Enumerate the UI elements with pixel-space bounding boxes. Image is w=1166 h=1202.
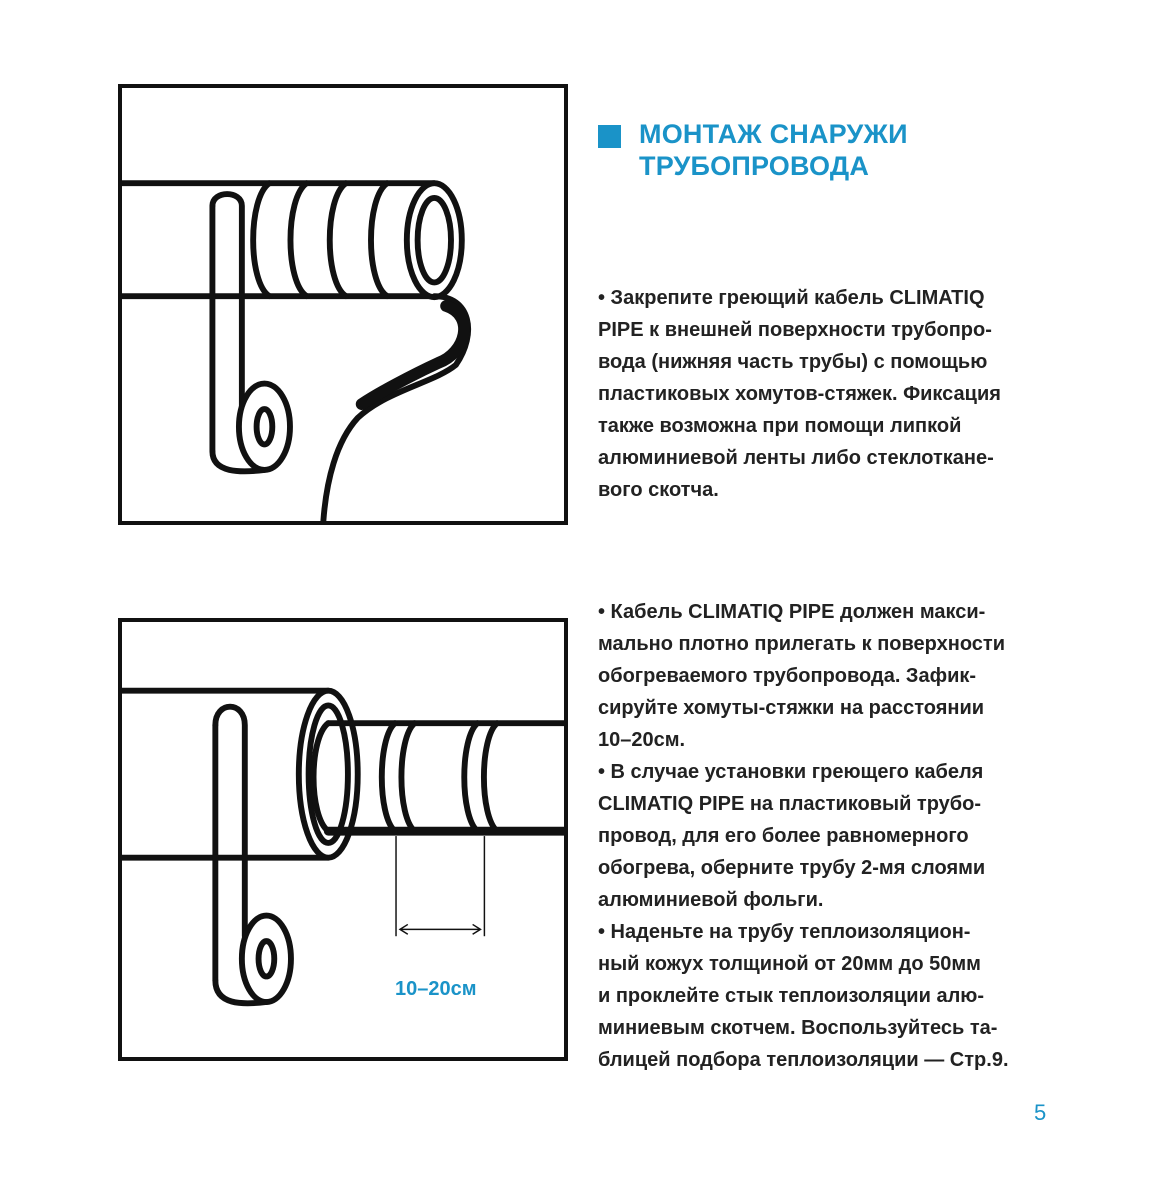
heating-cable [323,296,468,521]
text-line: миниевым скотчем. Воспользуйтесь та- [598,1017,998,1039]
text-line: провод, для его более равномерного [598,825,969,847]
text-line: и проклейте стык теплоизоляции алю- [598,985,985,1007]
text-line: сируйте хомуты-стяжки на расстоянии [598,697,985,719]
text-line: • Кабель CLIMATIQ PIPE должен макси- [598,601,986,623]
text-line: ный кожух толщиной от 20мм до 50мм [598,953,981,975]
pipe-illustration-bottom-svg [122,622,564,1057]
text-line: блицей подбора теплоизоляции — Стр.9. [598,1049,1009,1071]
tie-spacing-label: 10–20см [395,978,477,1000]
tie-strap [215,707,244,937]
bottom-paragraph [598,596,1068,1076]
text-line: обогреваемого трубопровода. Зафик- [598,665,977,687]
bottom-instructions [598,596,1068,1076]
text-line: PIPE к внешней поверхности трубопро- [598,319,992,341]
title-line: ТРУБОПРОВОДА [639,151,870,181]
tape-band-line [290,183,306,296]
pipe-cable-underside-illustration [118,84,568,525]
page-title [639,118,908,182]
text-line: также возможна при помощи липкой [598,415,962,437]
tie-loop-outer [239,384,290,470]
tie-band [484,723,497,831]
heading-square-icon [598,125,621,148]
tie-band [382,723,395,831]
text-line: алюминиевой ленты либо стеклоткане- [598,447,994,469]
tie-strap [212,194,241,412]
text-line: • Наденьте на трубу теплоизоляцион- [598,921,971,943]
text-line: вого скотча. [598,479,719,501]
text-line: • Закрепите греющий кабель CLIMATIQ [598,287,985,309]
page-number: 5 [1034,1100,1047,1125]
text-line: обогрева, оберните трубу 2-мя слоями [598,857,986,879]
text-line: CLIMATIQ PIPE на пластиковый трубо- [598,793,982,815]
text-line: вода (нижняя часть трубы) с помощью [598,351,988,373]
title-line: МОНТАЖ СНАРУЖИ [639,119,908,149]
tie-band [401,723,414,831]
pipe-illustration-top-svg [122,88,564,521]
text-line: пластиковых хомутов-стяжек. Фиксация [598,383,1001,405]
tape-band-line [330,183,346,296]
top-paragraph [598,282,1068,506]
tape-band-line [253,183,269,296]
text-line: алюминиевой фольги. [598,889,824,911]
text-line: • В случае установки греющего кабеля [598,761,984,783]
tie-band [464,723,477,831]
tape-band-line [371,183,387,296]
tie-loop-outer [242,916,291,1002]
text-line: мально плотно прилегать к поверхности [598,633,1005,655]
top-instructions [598,282,1068,506]
pipe-tie-spacing-illustration [118,618,568,1061]
text-line: 10–20см. [598,729,686,751]
